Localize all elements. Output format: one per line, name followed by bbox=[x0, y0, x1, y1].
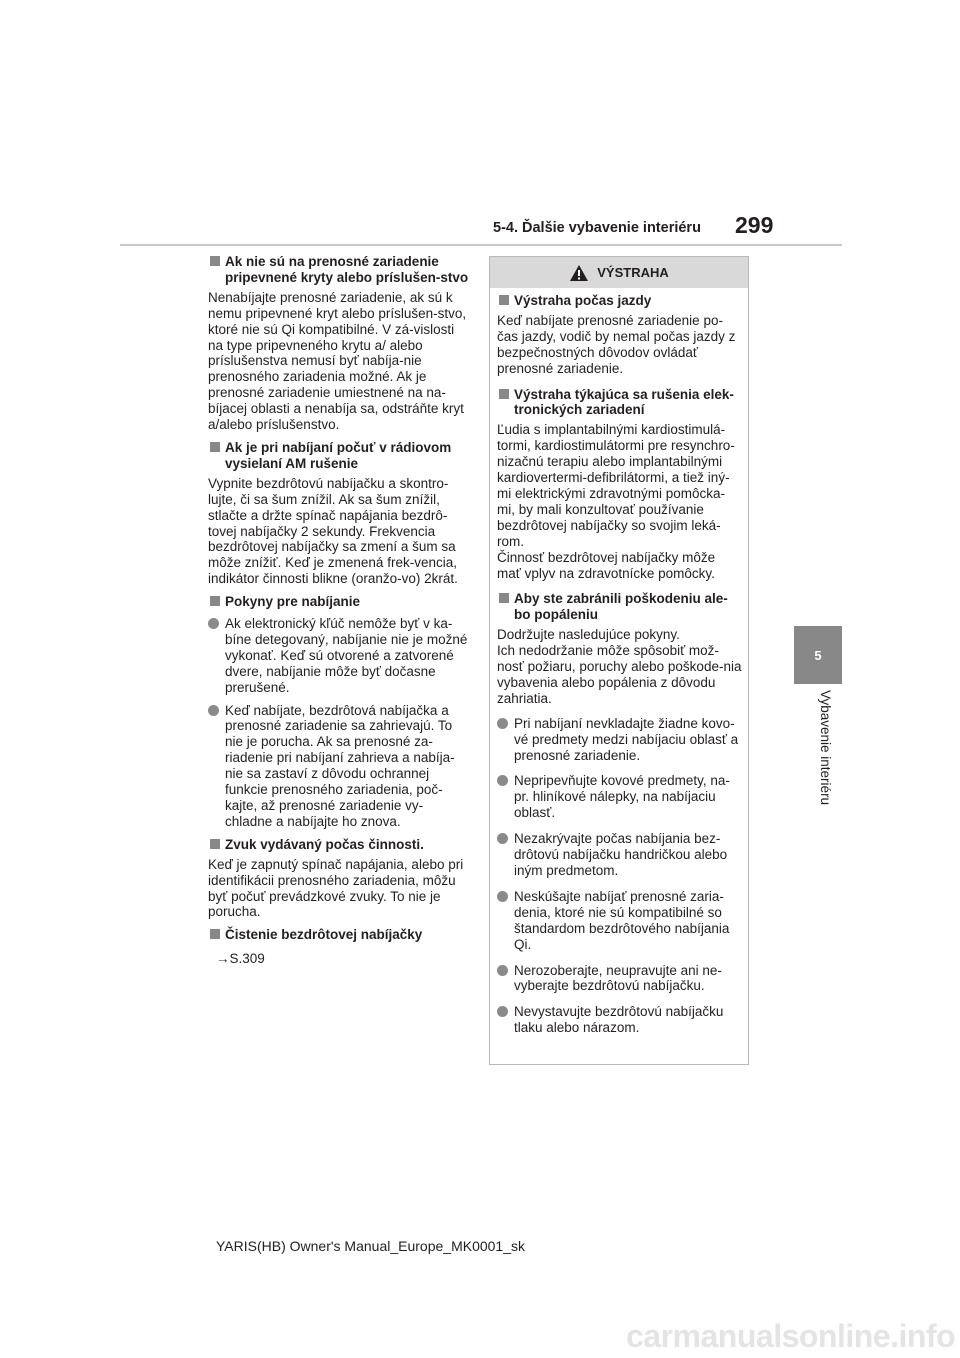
warning-header bbox=[490, 257, 748, 288]
list-item: Nerozoberajte, neupravujte ani ne-vyberajte bezdrôtovú nabíjačku. bbox=[497, 963, 742, 995]
footer-text: YARIS(HB) Owner's Manual_Europe_MK0001_sk bbox=[216, 1238, 525, 1254]
round-bullet-icon bbox=[208, 705, 219, 716]
paragraph: Dodržujte nasledujúce pokyny. bbox=[497, 627, 680, 643]
warning-section-heading: Výstraha počas jazdy bbox=[497, 293, 742, 309]
list-item: Pri nabíjaní nevkladajte žiadne kovo-vé predmety medzi nabíjaciu oblasť a prenosné zariadenie. bbox=[497, 716, 742, 764]
paragraph: Nenabíjajte prenosné zariadenie, ak sú k nemu pripevnené kryt alebo príslušen-stvo, ktoré nie sú Qi kompatibilné. V zá-vislosti na type pripevneného krytu a/ alebo príslušenstva nemusí byť nabíja-nie prenosného zariadenia možné. Ak je prenosné zariadenie umiestnené na na-bíjacej oblasti a nenabíja sa, odstráňte kryt a/alebo príslušenstvo. bbox=[208, 289, 467, 433]
watermark: carmanualsonline.info bbox=[626, 1318, 956, 1354]
square-bullet-icon bbox=[210, 839, 220, 849]
section-header-title: 5-4. Ďalšie vybavenie interiéru bbox=[493, 220, 701, 236]
page-reference-link[interactable]: →S.309 bbox=[216, 951, 265, 967]
square-bullet-icon bbox=[499, 389, 509, 399]
round-bullet-icon bbox=[208, 618, 219, 629]
section-heading: Pokyny pre nabíjanie bbox=[208, 594, 470, 610]
warning-box bbox=[489, 256, 749, 1065]
round-bullet-icon bbox=[497, 965, 508, 976]
square-bullet-icon bbox=[499, 295, 509, 305]
paragraph: Keď je zapnutý spínač napájania, alebo pri identifikácii prenosného zariadenia, môžu byť počuť prevádzkové zvuky. To nie je porucha. bbox=[208, 856, 464, 920]
round-bullet-icon bbox=[497, 833, 508, 844]
round-bullet-icon bbox=[497, 718, 508, 729]
list-item: Nevystavujte bezdrôtovú nabíjačku tlaku alebo nárazom. bbox=[497, 1004, 742, 1036]
paragraph: Keď nabíjate prenosné zariadenie po-čas jazdy, vodič by nemal počas jazdy z bezpečnostných dôvodov ovládať prenosné zariadenie. bbox=[497, 312, 736, 376]
section-heading: Čistenie bezdrôtovej nabíjačky bbox=[208, 927, 470, 943]
list-item: Nepripevňujte kovové predmety, na-pr. hliníkové nálepky, na nabíjaciu oblasť. bbox=[497, 773, 742, 821]
round-bullet-icon bbox=[497, 775, 508, 786]
left-column bbox=[208, 254, 470, 974]
warning-body bbox=[490, 288, 748, 1036]
warning-section-heading: Aby ste zabránili poškodeniu ale-bo popáleniu bbox=[497, 591, 742, 623]
square-bullet-icon bbox=[210, 256, 220, 266]
section-heading: Ak nie sú na prenosné zariadenie pripevnené kryty alebo príslušen-stvo bbox=[208, 254, 470, 286]
warning-triangle-icon bbox=[569, 264, 589, 282]
square-bullet-icon bbox=[499, 593, 509, 603]
list-item: Neskúšajte nabíjať prenosné zaria-denia, ktoré nie sú kompatibilné so štandardom bezdrôtového nabíjania Qi. bbox=[497, 889, 742, 953]
square-bullet-icon bbox=[210, 596, 220, 606]
chapter-number: 5 bbox=[814, 647, 822, 663]
page-number: 299 bbox=[735, 212, 774, 238]
round-bullet-icon bbox=[497, 891, 508, 902]
section-heading: Ak je pri nabíjaní počuť v rádiovom vysielaní AM rušenie bbox=[208, 440, 470, 472]
square-bullet-icon bbox=[210, 929, 220, 939]
chapter-label: Vybavenie interiéru bbox=[818, 690, 833, 806]
round-bullet-icon bbox=[497, 1006, 508, 1017]
paragraph: Činnosť bezdrôtovej nabíjačky môže mať vplyv na zdravotnícke pomôcky. bbox=[497, 549, 716, 581]
list-item: Nezakrývajte počas nabíjania bez-drôtovú nabíjačku handričkou alebo iným predmetom. bbox=[497, 831, 742, 879]
chapter-tab bbox=[794, 626, 842, 684]
list-item: Ak elektronický kľúč nemôže byť v ka-bíne detegovaný, nabíjanie nie je možné vykonať. Keď sú otvorené a zatvorené dvere, nabíjanie môže byť dočasne prerušené. bbox=[208, 616, 470, 696]
header-divider bbox=[120, 244, 842, 246]
paragraph: Ľudia s implantabilnými kardiostimulá-tormi, kardiostimulátormi pre resynchro-nizačnú terapiu alebo implantabilnými kardiovertermi-defibrilátormi, a tiež iný-mi elektrickými zdravotnými pomôcka-mi, by mali konzultovať používanie bezdrôtovej nabíjačky so svojim leká-rom. bbox=[497, 422, 735, 549]
list-item: Keď nabíjate, bezdrôtová nabíjačka a prenosné zariadenie sa zahrievajú. To nie je porucha. Ak sa prenosné za-riadenie pri nabíjaní zahrieva a nabíja-nie sa zastaví z dôvodu ochrannej funkcie prenosného zariadenia, poč-kajte, až prenosné zariadenie vy-chladne a nabíjajte ho znova. bbox=[208, 703, 470, 830]
paragraph: Vypnite bezdrôtovú nabíjačku a skontro-lujte, či sa šum znížil. Ak sa šum znížil, stlačte a držte spínač napájania bezdrô-tovej nabíjačky 2 sekundy. Frekvencia bezdrôtovej nabíjačky sa zmení a šum sa môže znížiť. Keď je zmenená frek-vencia, indikátor činnosti blikne (oranžo-vo) 2krát. bbox=[208, 475, 458, 587]
section-heading: Zvuk vydávaný počas činnosti. bbox=[208, 837, 470, 853]
paragraph: Ich nedodržanie môže spôsobiť mož-nosť požiaru, poruchy alebo poškode-nia vybavenia alebo popálenia z dôvodu zahriatia. bbox=[497, 643, 742, 706]
warning-heading: VÝSTRAHA bbox=[597, 265, 669, 280]
warning-section-heading: Výstraha týkajúca sa rušenia elek-tronických zariadení bbox=[497, 387, 742, 419]
square-bullet-icon bbox=[210, 442, 220, 452]
